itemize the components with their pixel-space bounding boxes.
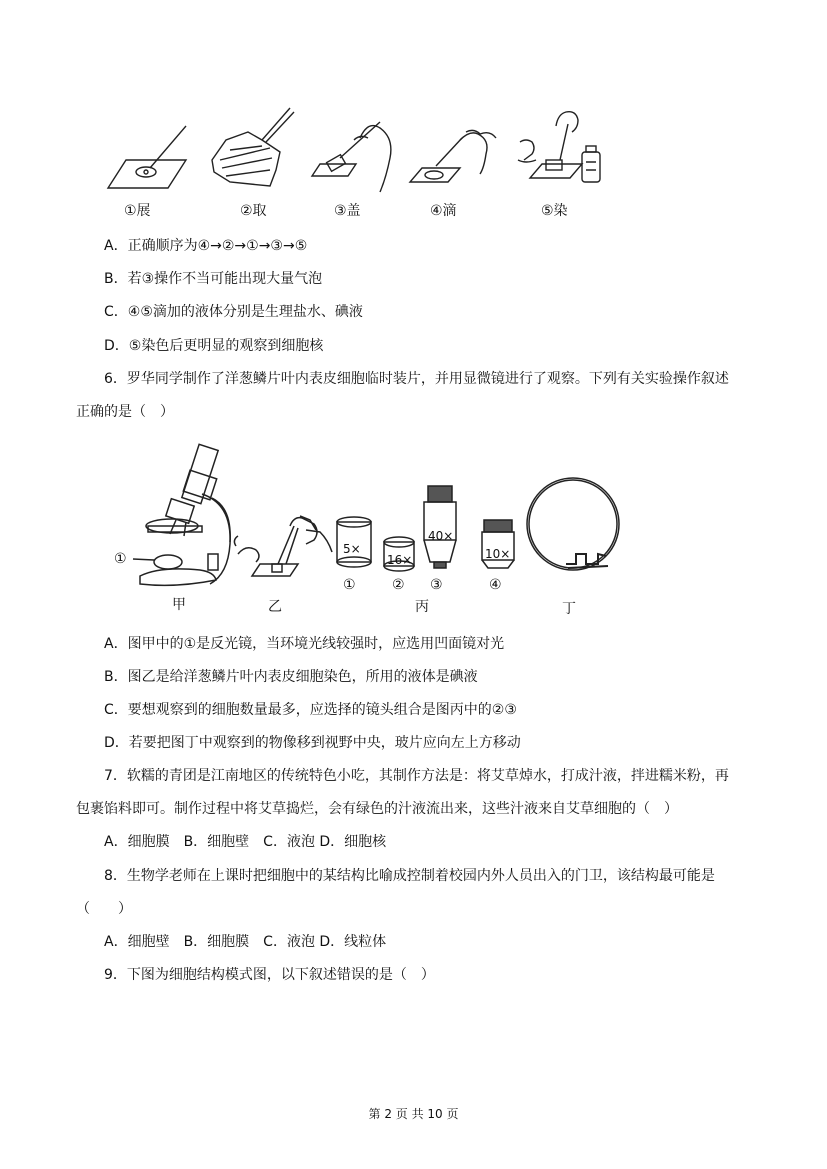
microscope-pointer-label: ① bbox=[114, 551, 127, 567]
q6-option-c: C．要想观察到的细胞数量最多，应选择的镜头组合是图丙中的②③ bbox=[104, 702, 517, 718]
figure1-caption-3: ③盖 bbox=[334, 203, 361, 219]
q6-option-d: D．若要把图丁中观察到的物像移到视野中央，玻片应向左上方移动 bbox=[104, 735, 521, 751]
figure1-caption-4: ④滴 bbox=[430, 203, 457, 219]
lens-number-2: ② bbox=[392, 577, 405, 593]
q5-option-c: C．④⑤滴加的液体分别是生理盐水、碘液 bbox=[104, 304, 363, 320]
q5-option-d: D．⑤染色后更明显的观察到细胞核 bbox=[104, 338, 324, 354]
panel-label-yi: 乙 bbox=[268, 599, 282, 615]
q9-stem: 9．下图为细胞结构模式图，以下叙述错误的是（ ） bbox=[104, 967, 435, 983]
lens-number-3: ③ bbox=[430, 577, 443, 593]
panel-label-jia: 甲 bbox=[172, 597, 186, 613]
lens-mag-2: 16× bbox=[387, 553, 413, 567]
figure1-caption-5: ⑤染 bbox=[541, 203, 568, 219]
q7-stem-line2: 包裹馅料即可。制作过程中将艾草捣烂，会有绿色的汁液流出来，这些汁液来自艾草细胞的（ ） bbox=[76, 801, 678, 817]
lens-mag-1: 5× bbox=[343, 542, 361, 556]
q7-stem-line1: 7．软糯的青团是江南地区的传统特色小吃，其制作方法是：将艾草焯水，打成汁液，拌进糯米粉，再 bbox=[104, 768, 729, 784]
q5-option-b: B．若③操作不当可能出现大量气泡 bbox=[104, 271, 323, 287]
q5-option-a: A．正确顺序为④→②→①→③→⑤ bbox=[104, 238, 308, 254]
q7-options: A．细胞膜 B．细胞壁 C．液泡 D．细胞核 bbox=[104, 834, 387, 850]
q8-stem-line1: 8．生物学老师在上课时把细胞中的某结构比喻成控制着校园内外人员出入的门卫，该结构最可能是 bbox=[104, 868, 715, 884]
lens-mag-3: 40× bbox=[428, 529, 454, 543]
q6-stem-line2: 正确的是（ ） bbox=[76, 404, 174, 420]
page-footer: 第 2 页 共 10 页 bbox=[368, 1107, 459, 1121]
lens-mag-4: 10× bbox=[485, 547, 511, 561]
q8-stem-line2: （ ） bbox=[76, 901, 132, 917]
slide-preparation-figure bbox=[0, 0, 827, 230]
step-take-illustration bbox=[212, 108, 294, 186]
panel-label-bing: 丙 bbox=[415, 599, 429, 615]
staining-illustration bbox=[234, 516, 332, 576]
microscope-figure bbox=[0, 430, 827, 630]
panel-label-ding: 丁 bbox=[562, 601, 576, 617]
q8-options: A．细胞壁 B．细胞膜 C．液泡 D．线粒体 bbox=[104, 934, 387, 950]
figure1-caption-1: ①展 bbox=[124, 203, 151, 219]
microscope-illustration bbox=[133, 444, 230, 585]
field-of-view-illustration bbox=[527, 478, 619, 570]
lens-number-4: ④ bbox=[489, 577, 502, 593]
q6-option-a: A．图甲中的①是反光镜，当环境光线较强时，应选用凹面镜对光 bbox=[104, 636, 505, 652]
figure1-caption-2: ②取 bbox=[240, 203, 267, 219]
step-cover-illustration bbox=[312, 122, 391, 192]
lens-number-1: ① bbox=[343, 577, 356, 593]
q6-option-b: B．图乙是给洋葱鳞片叶内表皮细胞染色，所用的液体是碘液 bbox=[104, 669, 478, 685]
step-stain-illustration bbox=[518, 112, 600, 182]
step-drip-illustration bbox=[410, 130, 496, 182]
step-spread-illustration bbox=[108, 126, 186, 188]
q6-stem-line1: 6．罗华同学制作了洋葱鳞片叶内表皮细胞临时装片，并用显微镜进行了观察。下列有关实验操作叙述 bbox=[104, 371, 729, 387]
